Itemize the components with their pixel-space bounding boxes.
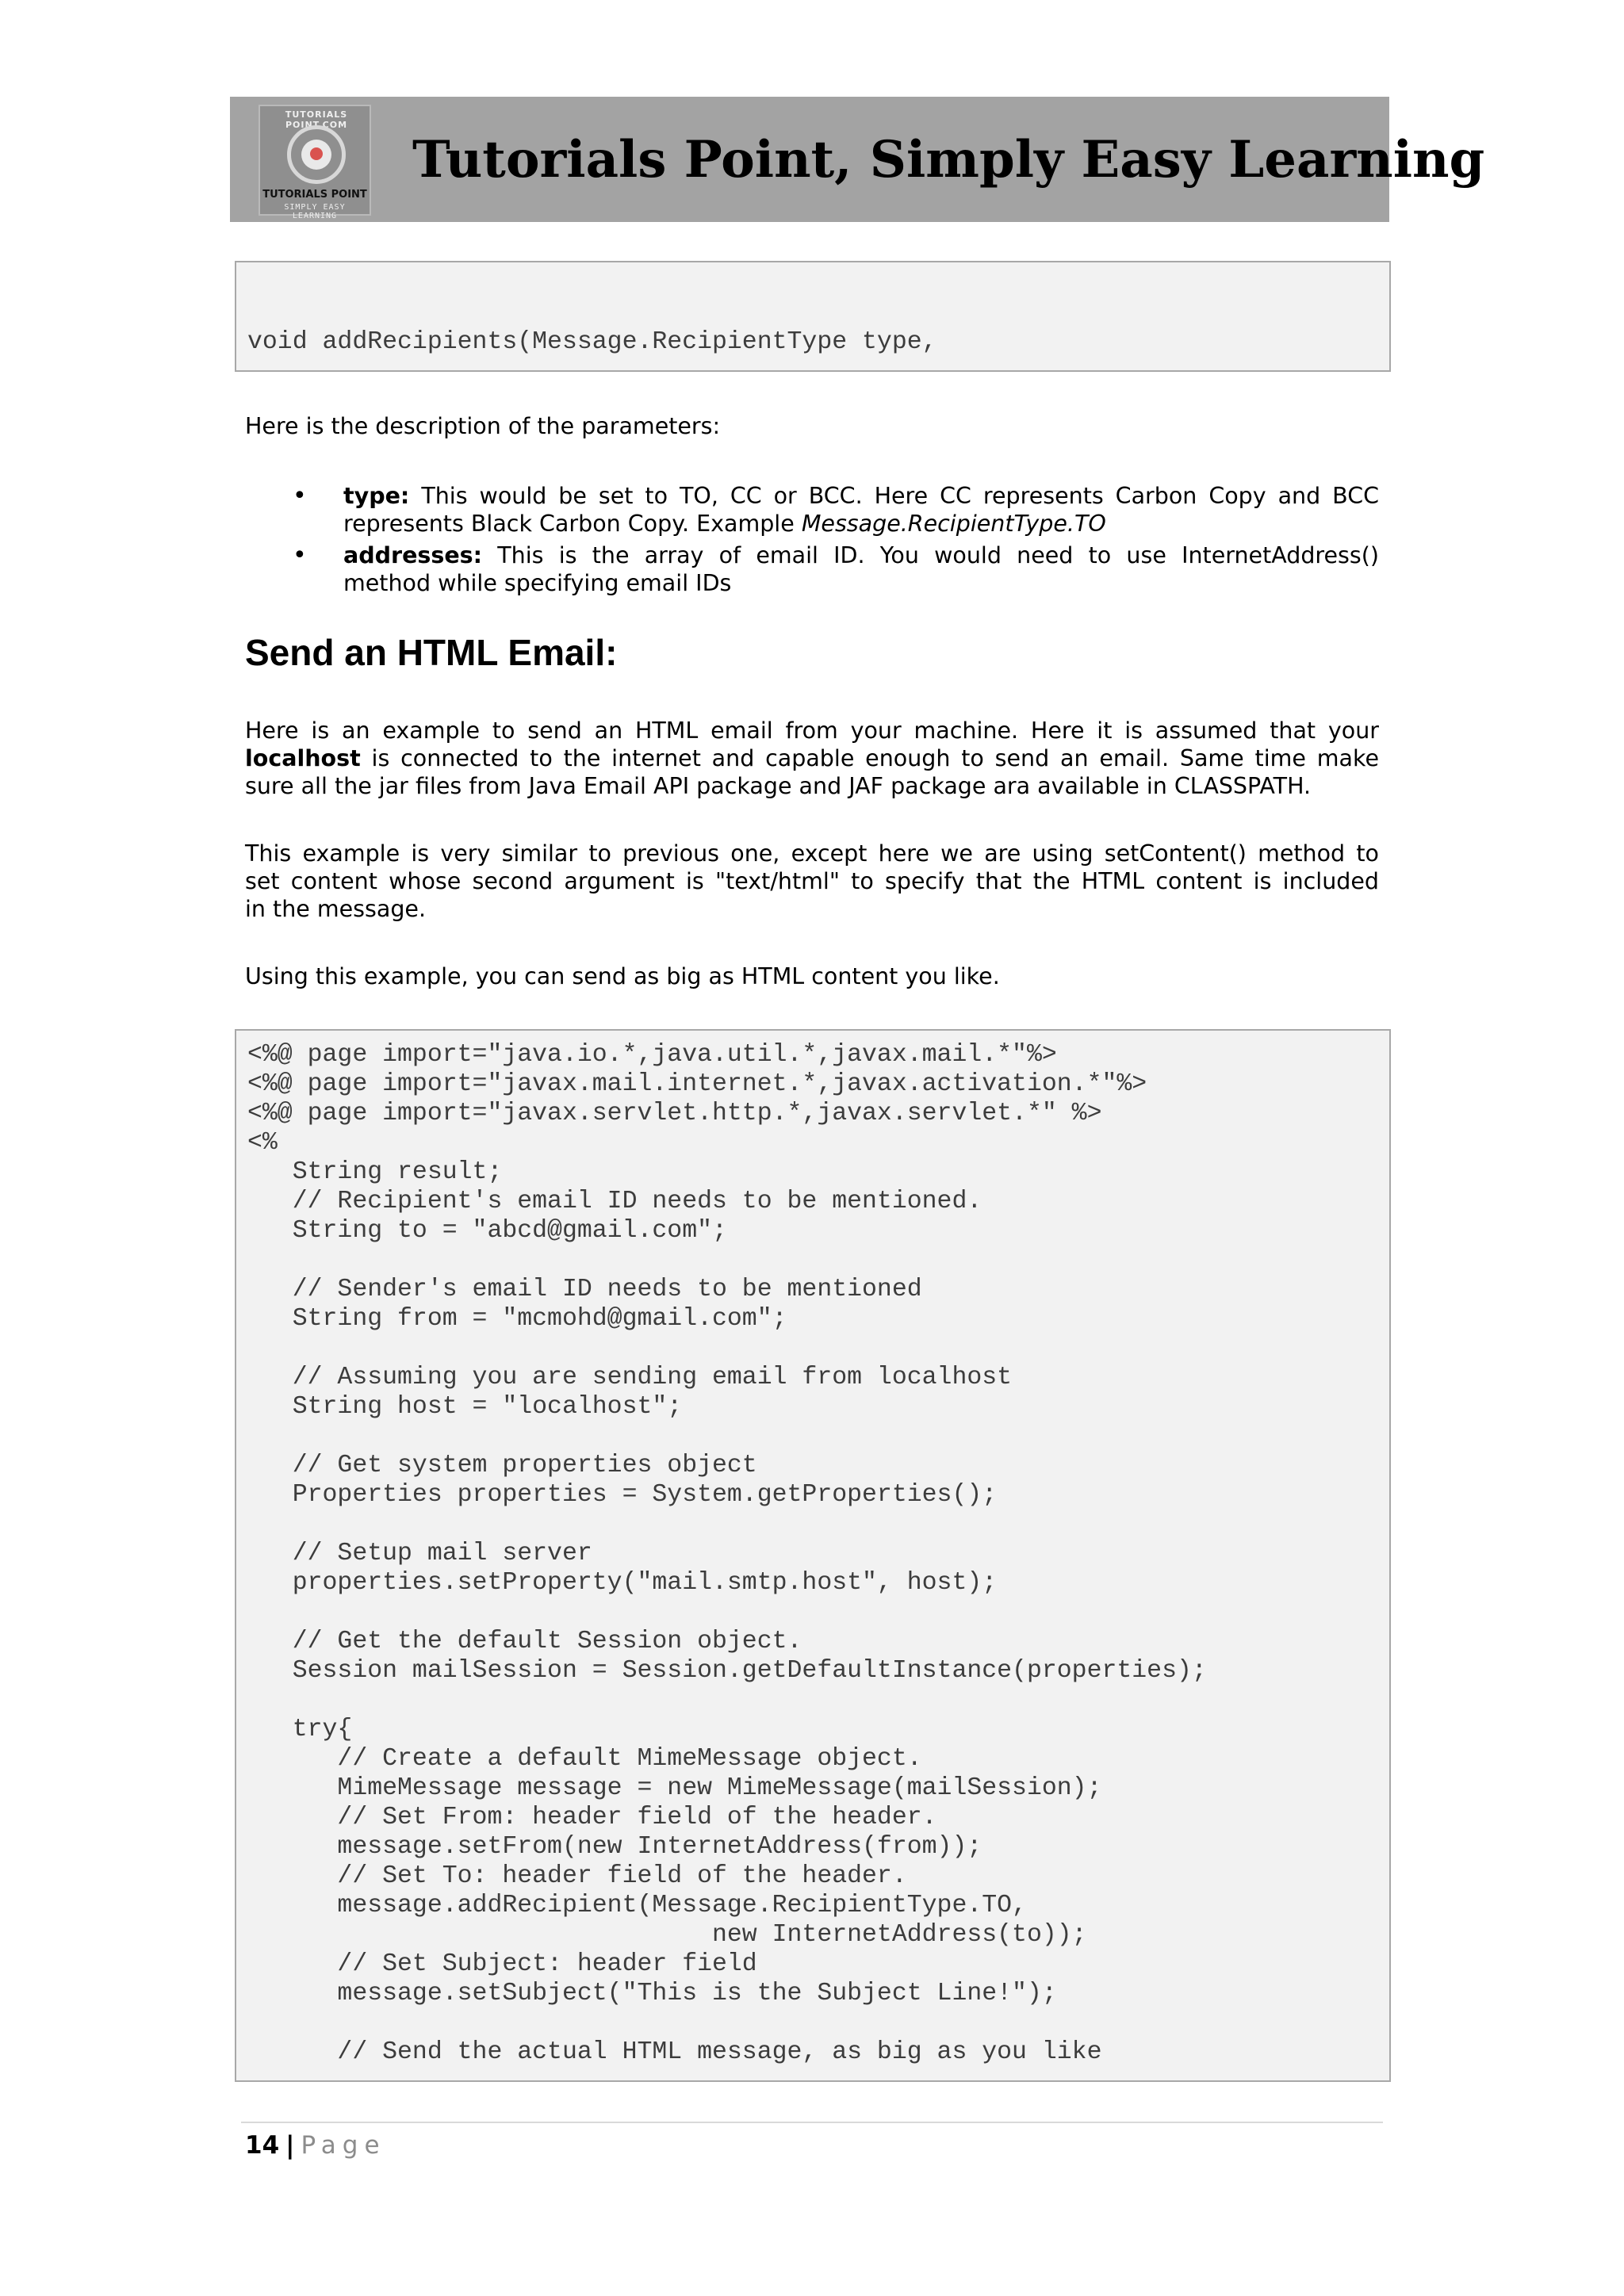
bullet-line [343,510,1379,538]
params-intro-text: Here is the description of the parameters: [245,413,721,439]
code-line [247,1246,1389,1275]
paragraph-intro [245,717,1379,800]
paragraph-text: is connected to the internet and capable enough to send an email. Same time make [360,745,1379,771]
code-line [247,1334,1389,1363]
code-line: // Set Subject: header field [247,1950,757,1978]
paragraph-line: sure all the jar files from Java Email API package and JAF package ara available in CLASSPATH. [245,773,1312,799]
code-line: String host = "localhost"; [247,1393,683,1421]
code-line: <%@ page import="javax.mail.internet.*,javax.activation.*"%> [247,1070,1147,1098]
code-line: message.setFrom(new InternetAddress(from)); [247,1833,982,1861]
paragraph-line [245,744,1379,772]
bullet-text: represents Black Carbon Copy. Example [343,511,802,537]
code-line [247,1422,1389,1451]
code-line: Session mailSession = Session.getDefaultInstance(properties); [247,1657,1207,1685]
bullet-text: method while specifying email IDs [343,570,732,596]
code-line: // Recipient's email ID needs to be mentioned. [247,1188,982,1215]
code-line: properties.setProperty("mail.smtp.host", host); [247,1569,998,1597]
code-line: // Create a default MimeMessage object. [247,1745,922,1773]
bullet-line [343,569,1379,597]
logo-name: TUTORIALS POINT [262,189,367,201]
code-line [247,1686,1389,1715]
code-line [247,2008,1389,2038]
bullet-text: This is the array of email ID. You would need to use InternetAddress() [497,542,1379,568]
code-line: // Get system properties object [247,1452,757,1479]
header-title: Tutorials Point, Simply Easy Learning [412,130,1485,189]
code-line: String from = "mcmohd@gmail.com"; [247,1305,787,1333]
localhost-bold: localhost [245,745,361,771]
param-term-type: type: [343,483,410,509]
param-term-addresses: addresses: [343,542,483,568]
logo-arc-text: TUTORIALS POINT.COM [285,109,348,130]
code-line: String result; [247,1158,503,1186]
example-code-block [235,1029,1391,2082]
page-header [230,97,1485,222]
code-line: message.addRecipient(Message.RecipientType.TO, [247,1892,1027,1919]
tutorials-point-logo [259,105,371,220]
footer-divider [241,2122,1383,2123]
page-label: Page [301,2131,386,2160]
code-line: // Sender's email ID needs to be mentioned [247,1276,922,1303]
bullet-line [343,541,1379,569]
code-line: // Send the actual HTML message, as big as you like [247,2038,1102,2066]
code-line: try{ [247,1716,353,1743]
code-line: String to = "abcd@gmail.com"; [247,1217,727,1245]
bullet-icon: • [293,541,307,569]
code-line: Properties properties = System.getProperties(); [247,1481,998,1509]
paragraph-line: in the message. [245,896,427,922]
section-title: Send an HTML Email: [245,632,618,673]
bullet-icon: • [293,482,307,510]
code-line: // Assuming you are sending email from localhost [247,1364,1013,1391]
code-line: void addRecipients(Message.RecipientType type, [247,328,937,356]
bullet-italic: Message.RecipientType.TO [801,511,1106,537]
paragraph-line: Using this example, you can send as big as HTML content you like. [245,963,1000,989]
signature-code-block [235,261,1391,372]
bullet-line [343,482,1379,510]
code-line: MimeMessage message = new MimeMessage(mailSession); [247,1774,1102,1802]
code-line: <% [247,1129,278,1157]
code-line: <%@ page import="javax.servlet.http.*,javax.servlet.*" %> [247,1100,1102,1127]
code-line: message.setSubject("This is the Subject Line!"); [247,1980,1057,2007]
page-footer [245,2130,386,2161]
params-intro [245,412,1379,440]
logo-dot-icon [310,147,323,160]
paragraph-line: This example is very similar to previous one, except here we are using setContent() method to [245,840,1379,867]
code-line [247,1598,1389,1627]
code-line: // Set From: header field of the header. [247,1804,937,1831]
paragraph-line: Here is an example to send an HTML email from your machine. Here it is assumed that your [245,718,1379,744]
code-line: // Setup mail server [247,1540,592,1567]
paragraph-line: set content whose second argument is "text/html" to specify that the HTML content is included [245,868,1379,894]
code-line: new InternetAddress(to)); [247,1921,1087,1949]
code-line [247,1510,1389,1539]
page-number: 14 [245,2131,280,2160]
paragraph-setcontent [245,840,1379,923]
code-line: // Get the default Session object. [247,1628,802,1655]
code-line: // Set To: header field of the header. [247,1862,907,1890]
bullet-text: This would be set to TO, CC or BCC. Here CC represents Carbon Copy and BCC [421,483,1380,509]
logo-tagline: SIMPLY EASY LEARNING [284,203,346,220]
paragraph-usage [245,962,1379,990]
code-line: <%@ page import="java.io.*,java.util.*,javax.mail.*"%> [247,1041,1057,1069]
footer-separator: | [285,2131,295,2160]
